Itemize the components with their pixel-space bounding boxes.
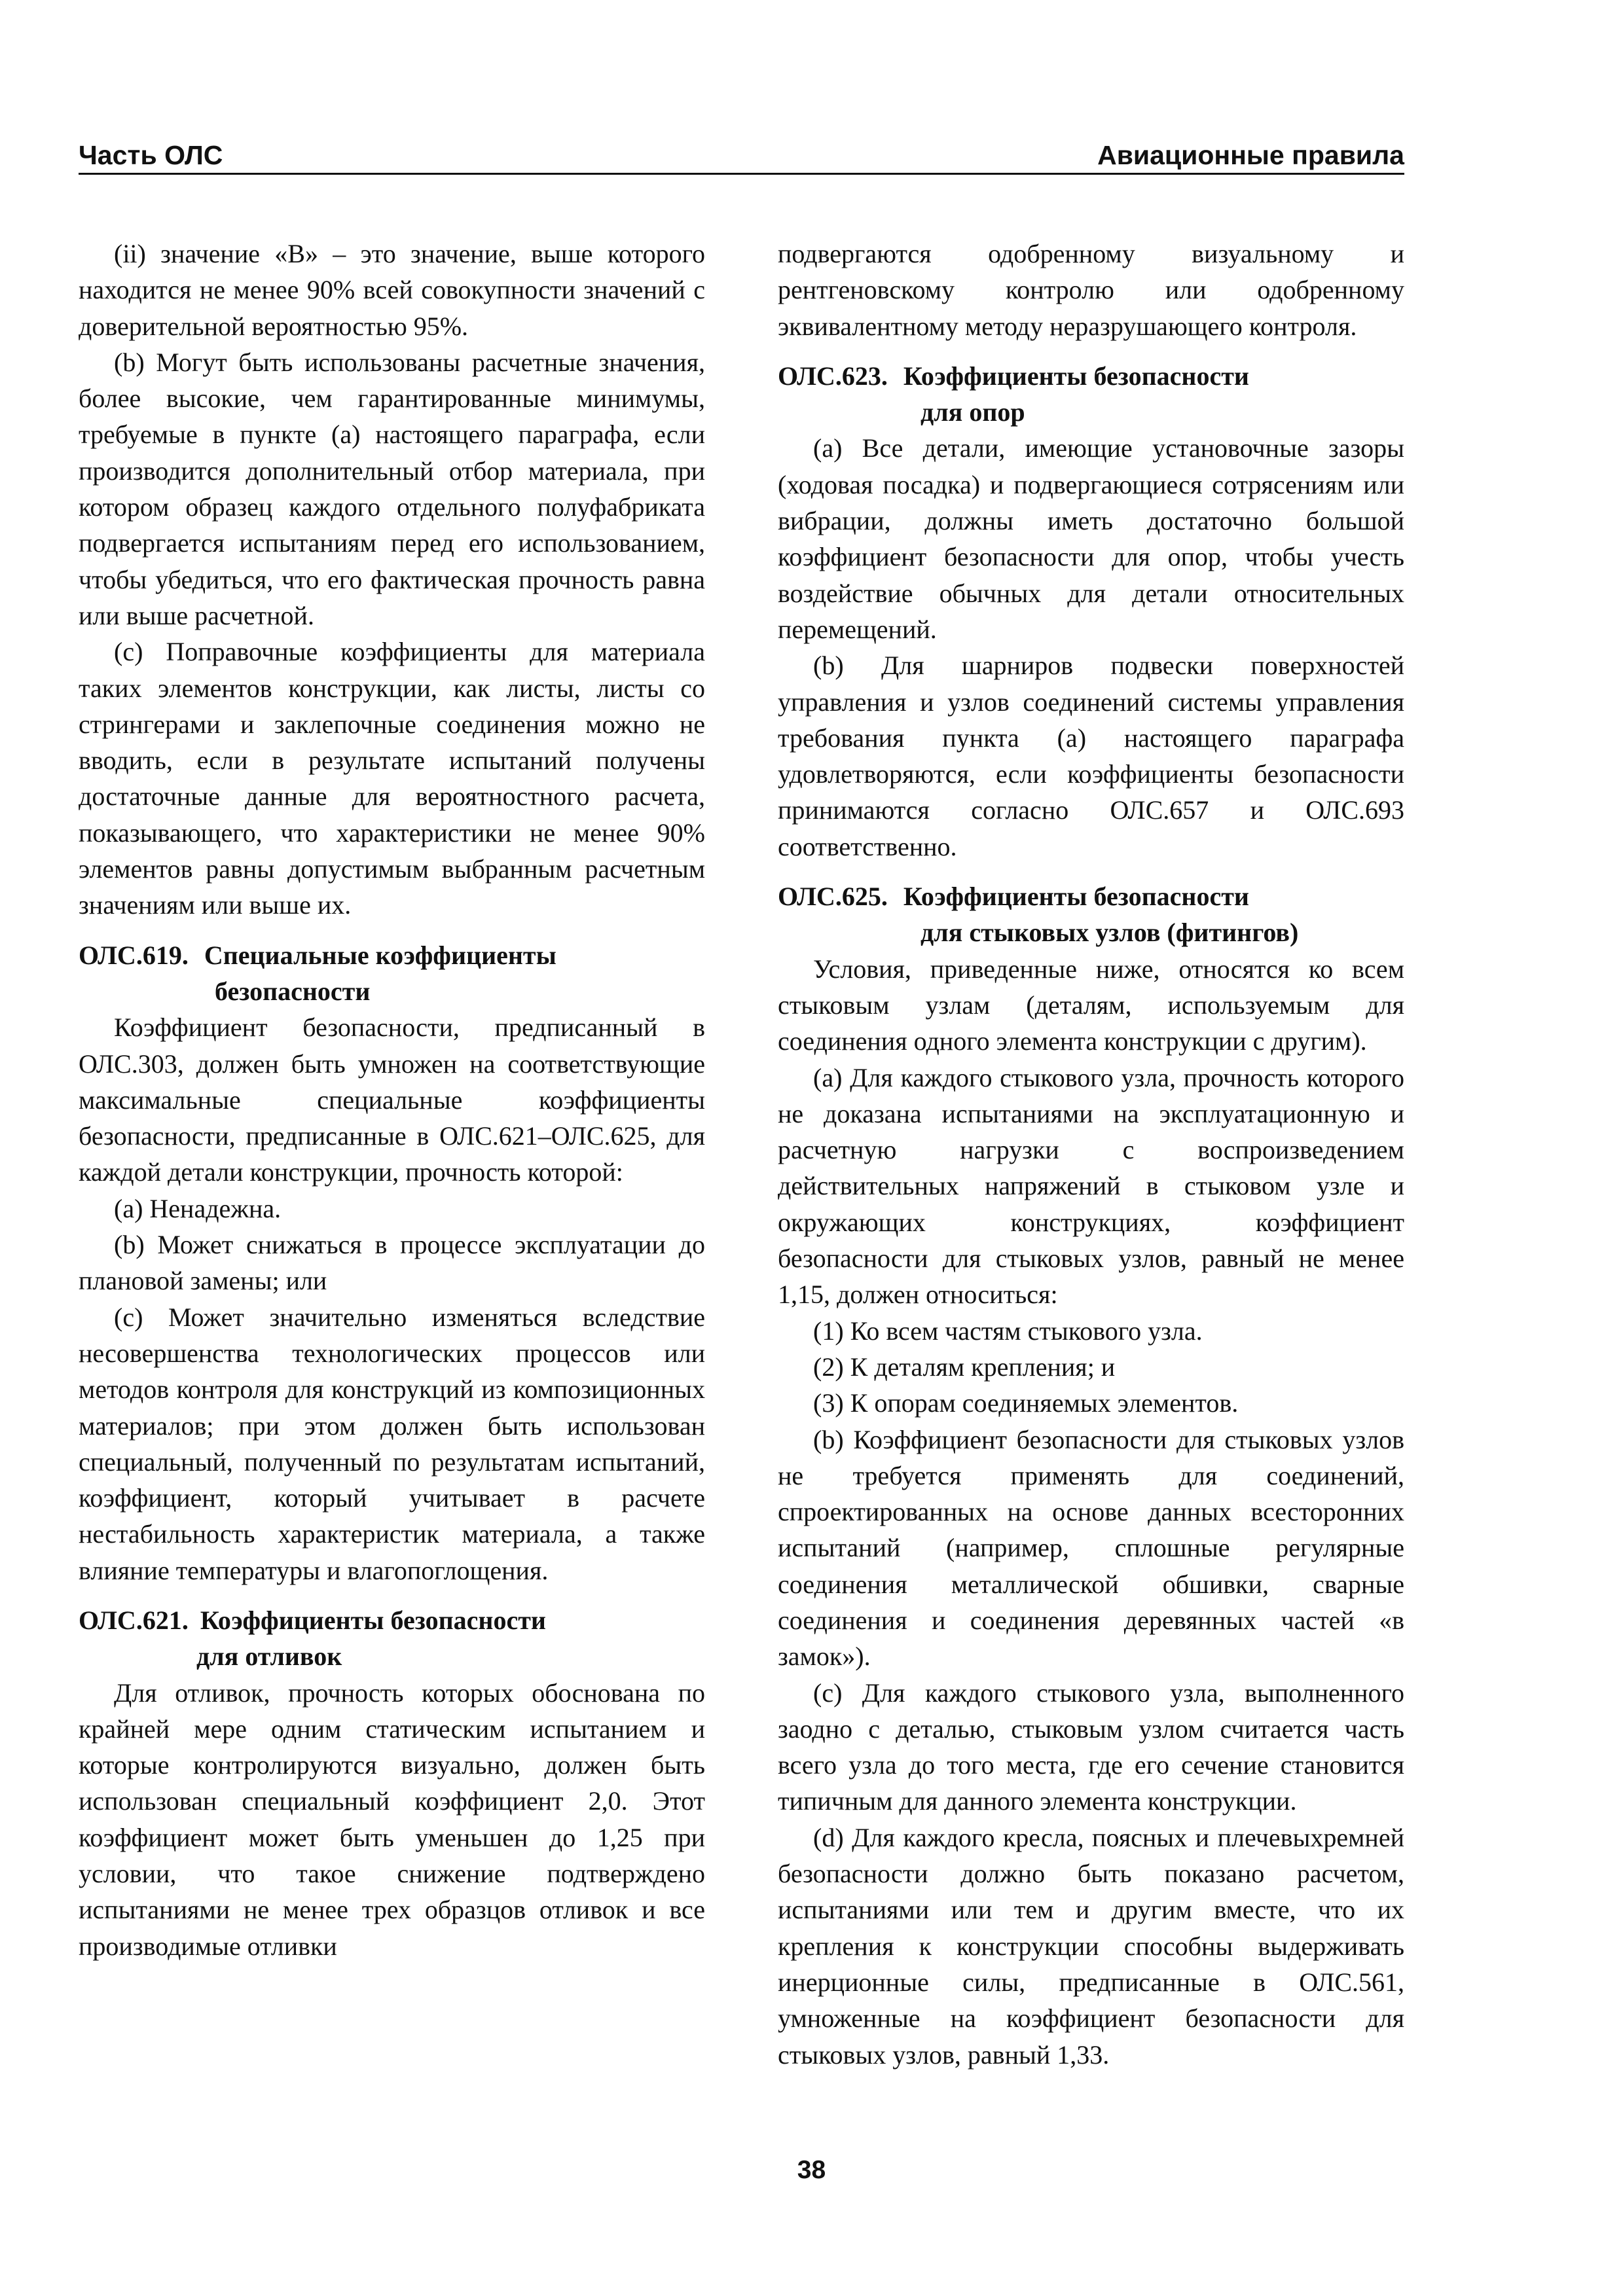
paragraph: (a) Ненадежна. [114,1193,282,1223]
paragraph: (c) Для каждого стыкового узла, выполненного заодно с деталью, стыковым узлом считается часть всего узла до того места, где его сечение становится типичным для данного элемента конструкции. [778,1677,1404,1816]
section-heading-621 [79,1602,705,1675]
header-rule [79,173,1404,175]
right-column [778,236,1404,2073]
section-title-line1: Коэффициенты безопасности [903,882,1249,912]
section-number: ОЛС.625. [778,882,888,912]
section-number: ОЛС.623. [778,361,888,391]
section-number: ОЛС.619. [79,940,189,970]
paragraph: (ii) значение «B» – это значение, выше которого находится не менее 90% всей совокупности значений с доверительной вероятностью 95%. [79,239,705,341]
paragraph: (a) Для каждого стыкового узла, прочность которого не доказана испытаниями на эксплуатационную и расчетную нагрузки с воспроизведением действительных напряжений в стыковом узле и окружающих конструкциях, коэффициент безопасности для стыковых узлов, равный не менее 1,15, должен относиться: [778,1062,1404,1310]
paragraph: Коэффициент безопасности, предписанный в ОЛС.303, должен быть умножен на соответствующие максимальные специальные коэффициенты безопасности, предписанные в ОЛС.621–ОЛС.625, для каждой детали конструкции, прочность которой: [79,1013,705,1187]
page-header-left: Часть ОЛС [79,140,223,170]
section-title-line1: Коэффициенты безопасности [903,361,1249,391]
section-number: ОЛС.621. [79,1605,189,1635]
section-heading-625 [778,878,1404,951]
paragraph: Для отливок, прочность которых обоснована по крайней мере одним статическим испытанием и которые контролируются визуально, должен быть использован специальный коэффициент 2,0. Этот коэффициент может быть уменьшен до 1,25 при условии, что такое снижение подтверждено испытаниями не менее трех образцов отливок и все производимые отливки [79,1677,705,1961]
paragraph: Условия, приведенные ниже, относятся ко всем стыковым узлам (деталям, используемым для соединения одного элемента конструкции с другим). [778,954,1404,1056]
paragraph: (b) Для шарниров подвески поверхностей управления и узлов соединений системы управления требования пункта (а) настоящего параграфа удовлетворяются, если коэффициенты безопасности принимаются согласно ОЛС.657 и ОЛС.693 соответственно. [778,651,1404,861]
paragraph: (b) Могут быть использованы расчетные значения, более высокие, чем гарантированные минимумы, требуемые в пункте (а) настоящего параграфа, если производится дополнительный отбор материала, при котором образец каждого отдельного полуфабриката подвергается испытаниям перед его использованием, чтобы убедиться, что его фактическая прочность равна или выше расчетной. [79,347,705,630]
paragraph: (2) К деталям крепления; и [813,1352,1116,1382]
paragraph: (b) Может снижаться в процессе эксплуатации до плановой замены; или [79,1230,705,1296]
section-title-line2: для опор [921,397,1025,427]
left-column [79,236,705,1964]
paragraph: подвергаются одобренному визуальному и рентгеновскому контролю или одобренному эквивалентному методу неразрушающего контроля. [778,239,1404,341]
paragraph: (3) К опорам соединяемых элементов. [813,1388,1239,1418]
section-title-line2: для стыковых узлов (фитингов) [921,918,1299,948]
paragraph: (c) Поправочные коэффициенты для материала таких элементов конструкции, как листы, листы со стрингерами и заклепочные соединения можно не вводить, если в результате испытаний получены достаточные данные для вероятностного расчета, показывающего, что характеристики не менее 90% элементов равны допустимым выбранным расчетным значениям или выше их. [79,637,705,920]
section-heading-619 [79,937,705,1010]
section-title-line1: Коэффициенты безопасности [200,1605,546,1635]
page-number: 38 [797,2156,826,2184]
section-title-line1: Специальные коэффициенты [204,940,556,970]
paragraph: (a) Все детали, имеющие установочные зазоры (ходовая посадка) и подвергающиеся сотрясениям или вибрации, должны иметь достаточно большой коэффициент безопасности для опор, чтобы учесть воздействие обычных для детали относительных перемещений. [778,433,1404,644]
page-header-right: Авиационные правила [1097,140,1404,170]
paragraph: (b) Коэффициент безопасности для стыковых узлов не требуется применять для соединений, спроектированных на основе данных всесторонних испытаний (например, сплошные регулярные соединения металлической обшивки, сварные соединения и соединения деревянных частей «в замок»). [778,1424,1404,1672]
paragraph: (1) Ко всем частям стыкового узла. [813,1316,1203,1346]
paragraph: (c) Может значительно изменяться вследствие несовершенства технологических процессов или методов контроля для конструкций из композиционных материалов; при этом должен быть использован специальный, полученный по результатам испытаний, коэффициент, который учитывает в расчете нестабильность характеристик материала, а также влияние температуры и влагопоглощения. [79,1302,705,1585]
section-heading-623 [778,358,1404,431]
paragraph: (d) Для каждого кресла, поясных и плечевыхремней безопасности должно быть показано расчетом, испытаниями или тем и другим вместе, что их крепления к конструкции способны выдерживать инерционные силы, предписанные в ОЛС.561, умноженные на коэффициент безопасности для стыковых узлов, равный 1,33. [778,1822,1404,2070]
section-title-line2: для отливок [196,1641,342,1672]
section-title-line2: безопасности [215,976,371,1006]
